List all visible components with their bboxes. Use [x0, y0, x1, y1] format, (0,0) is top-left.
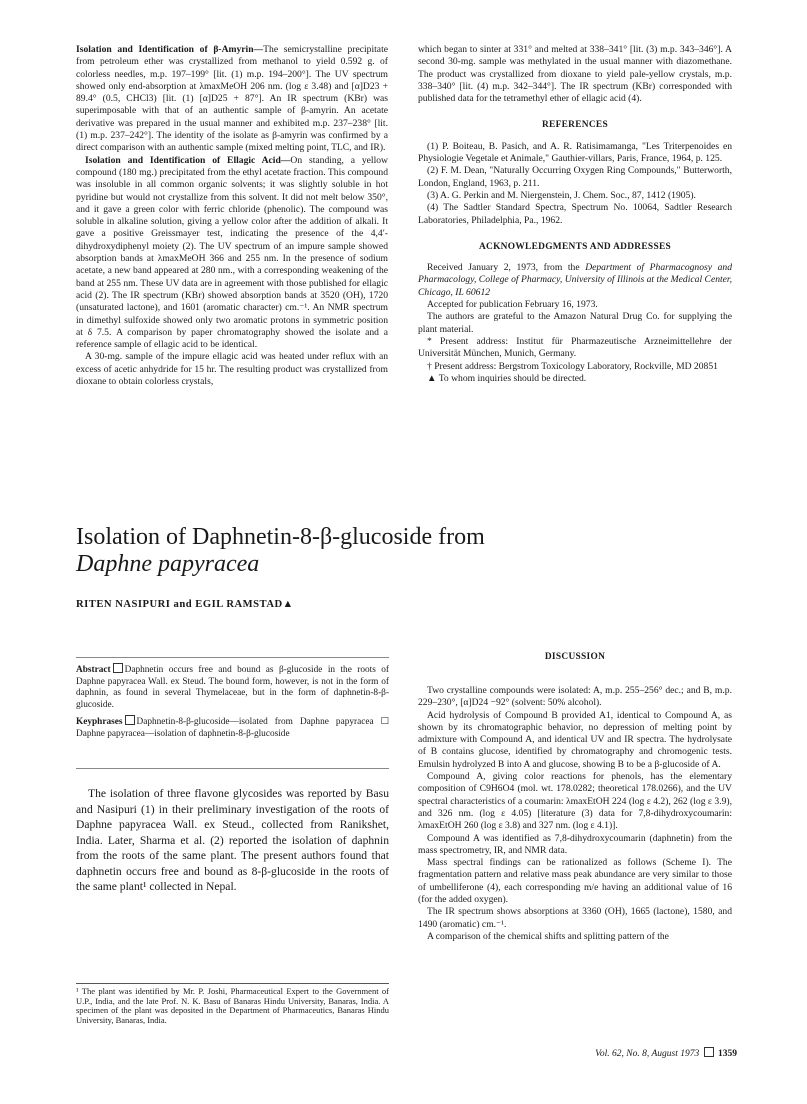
discussion-paragraph: Acid hydrolysis of Compound B provided A1, identical to Compound A, as shown by its chromatographic behavior, no depression of melting point by admixture with Compound A, and identical UV and IR spectra. The hydrolysate of B contains glucose, identified by chromatography and chromogenic tests. Emulsin hydrolyzed B into A and glucose, showing B to be a β-glucoside of A. [418, 709, 732, 770]
reference-item: (4) The Sadtler Standard Spectra, Spectrum No. 10064, Sadtler Research Laboratories, Philadelphia, Pa., 1962. [418, 202, 732, 226]
author-line: RITEN NASIPURI and EGIL RAMSTAD▲ [76, 599, 294, 610]
references-heading: REFERENCES [541, 120, 609, 131]
intro-paragraph: The isolation of three flavone glycosides was reported by Basu and Nasipuri (1) in their preliminary investigation of the roots of Daphne papyracea Wall. ex Steud., collected from Ranikshet, India. Later, Sharma et al. (2) reported the isolation of daphnin from the roots of the same plant. The present authors found that daphnetin occurs free and bound as 8-β-glucoside in the roots of the same plant¹ collected in Nepal. [76, 787, 389, 893]
beta-amyrin-body: The semicrystalline precipitate from petroleum ether was crystallized from methanol to yield 0.592 g. of colorless needles, m.p. 197–199° [lit. (1) m.p. 194–200°]. The UV spectrum showed only end-absorption at λmaxMeOH 206 nm. (log ε 3.48) and [α]D23 + 89.4° (0.5, CHCl3) [lit. (1) [α]D25 + 87°]. An IR spectrum (KBr) was superimposable with that of an authentic sample of β-amyrin. An acetate derivative was prepared in the usual manner and exhibited m.p. 237–238° [lit. (1) m.p. 237–242°]. The identity of the isolate as β-amyrin was confirmed by a direct comparison with an authentic sample (mixed melting point, TLC, and IR). [76, 44, 388, 154]
inquiries-line: ▲ To whom inquiries should be directed. [427, 372, 587, 384]
page-number: 1359 [718, 1049, 737, 1059]
beta-amyrin-paragraph [76, 44, 388, 155]
box-glyph-icon [113, 663, 123, 673]
beta-amyrin-heading: Isolation and Identification of β-Amyrin— [76, 44, 264, 55]
continuation-paragraph: which began to sinter at 331° and melted at 338–341° [lit. (3) m.p. 343–346°]. A second 30-mg. sample was methylated in the usual manner with diazomethane. The product was crystallized from dioxane to yield pale-yellow crystals, m.p. 338–340° [lit. (4) m.p. 342–344°]. The IR spectrum (KBr) corresponded with published data for the tetramethyl ether of ellagic acid (4). [418, 44, 732, 105]
received-text: Received January 2, 1973, from the [427, 262, 586, 274]
journal-citation: Vol. 62, No. 8, August 1973 [595, 1049, 700, 1059]
discussion-paragraph: Compound A, giving color reactions for phenols, has the elementary composition of C9H6O4 (mol. wt. 178.0282; theoretical 178.0266), and the UV spectral characteristics of a coumarin: λmaxEtOH 224 (log ε 4.2), 262 (log ε 3.9), and 326 nm. (log ε 4.05) [literature (3) data for 7,8-dihydroxycoumarin: λmaxEtOH 260 (log ε 3.8) and 327 nm. (log ε 4.1)]. [418, 771, 732, 832]
discussion-paragraph: Two crystalline compounds were isolated: A, m.p. 255–256° dec.; and B, m.p. 229–230°, [α]D24 −92° (solvent: 50% alcohol). [418, 685, 732, 709]
left-column-top [76, 44, 388, 388]
discussion-column [418, 685, 732, 943]
box-glyph-icon [125, 715, 135, 725]
present-address-2: † Present address: Bergstrom Toxicology Laboratory, Rockville, MD 20851 [427, 360, 718, 372]
keyphrases-label: Keyphrases [76, 717, 123, 728]
discussion-paragraph: The IR spectrum shows absorptions at 3360 (OH), 1665 (lactone), 1580, and 1490 (aromatic) cm.⁻¹. [418, 906, 732, 930]
institution-text: Department of Pharmacognosy and Pharmacology, College of Pharmacy, University of Illinois at the Medical Center, Chicago, IL 60612 [418, 262, 732, 298]
title-line-2: Daphne papyracea [76, 551, 260, 577]
right-column-top [418, 44, 732, 385]
keyphrases-paragraph [76, 715, 389, 740]
box-glyph-icon [704, 1047, 714, 1057]
discussion-paragraph: Compound A was identified as 7,8-dihydroxycoumarin (daphnetin) from the mass spectrometry, IR, and NMR data. [418, 832, 732, 856]
abstract-text: Daphnetin occurs free and bound as β-glucoside in the roots of Daphne papyracea Wall. ex Steud. The bound form, however, is not in the form of daphnin, as found in several Thymelaceae, but in the form of daphnetin-8-β-glucoside. [76, 665, 389, 710]
keyphrases-text: Daphnetin-8-β-glucoside—isolated from Daphne papyracea ☐ Daphne papyracea—isolation of daphnetin-8-β-glucoside [76, 717, 389, 739]
received-line [418, 262, 732, 299]
footnote: ¹ The plant was identified by Mr. P. Joshi, Pharmaceutical Expert to the Government of U.P., India, and the late Prof. N. K. Basu of Banaras Hindu University, Banaras, India. A specimen of the plant was deposited in the Department of Pharmaceutics, Banaras Hindu University, Banaras, India. [76, 983, 389, 1025]
present-address-1: * Present address: Institut für Pharmazeutische Arzneimittellehre der Universität München, Munich, Germany. [418, 335, 732, 360]
abstract-paragraph [76, 663, 389, 711]
ellagic-acid-paragraph [76, 155, 388, 352]
discussion-paragraph: A comparison of the chemical shifts and splitting pattern of the [427, 930, 669, 942]
abstract-label: Abstract [76, 665, 111, 675]
acetylation-paragraph: A 30-mg. sample of the impure ellagic acid was heated under reflux with an excess of acetic anhydride for 15 hr. The resulting product was crystallized from dioxane to obtain colorless crystals, [76, 351, 388, 388]
reference-item: (2) F. M. Dean, "Naturally Occurring Oxygen Ring Compounds," Butterworth, London, England, 1963, p. 211. [418, 165, 732, 189]
acknowledgments-heading: ACKNOWLEDGMENTS AND ADDRESSES [478, 241, 672, 252]
journal-footer [540, 1047, 737, 1059]
introduction [76, 786, 389, 895]
article-title [76, 524, 576, 578]
reference-item: (1) P. Boiteau, B. Pasich, and A. R. Ratisimamanga, "Les Triterpenoides en Physiologie Vegetale et Animale," Gauthier-villars, Paris, France, 1964, p. 125. [418, 140, 732, 165]
thanks-line: The authors are grateful to the Amazon Natural Drug Co. for supplying the plant material. [418, 311, 732, 335]
discussion-paragraph: Mass spectral findings can be rationalized as follows (Scheme I). The fragmentation pattern and relative mass peak abundance are very similar to those of umbelliferone (4), each corresponding m/e having an additional value of 16 (for the added oxygen). [418, 857, 732, 906]
ellagic-acid-heading: Isolation and Identification of Ellagic Acid— [85, 154, 291, 166]
ellagic-acid-body: On standing, a yellow compound (180 mg.) precipitated from the ethyl acetate fraction. This compound was insoluble in all common organic solvents; it was slightly soluble in hot pyridine but would not crystallize from this solvent. It did not melt below 350°, and it gave a green color with ferric chloride (phenolic). The compound was soluble in alkaline solution, giving a yellow color after the addition of alkali. It gave a positive Greissmayer test, indicating the presence of the 4,4′-dihydroxydiphenyl moiety (2). The UV spectrum of an impure sample showed absorption bands at λmaxMeOH 366 and 255 nm. In the presence of sodium acetate, a new band appeared at 280 nm., with a corresponding weakening of the band at 255 nm. These UV data are in agreement with those published for ellagic acid (2). The IR spectrum (KBr) showed absorption bands at 3520 (OH), 1720 (unsaturated lactone), and 1601 (aromatic character) cm.⁻¹. An NMR spectrum in dimethyl sulfoxide showed only two aromatic protons in symmetric position at δ 7.5. A comparison by paper chromatography showed the isolate and a reference sample of ellagic acid to be identical. [76, 154, 388, 351]
discussion-heading: DISCUSSION [544, 652, 606, 662]
reference-item: (3) A. G. Perkin and M. Niergenstein, J. Chem. Soc., 87, 1412 (1905). [427, 189, 696, 201]
accepted-line: Accepted for publication February 16, 1973. [427, 299, 598, 311]
acknowledgments-block [418, 262, 732, 385]
abstract-box [76, 657, 389, 769]
title-line-1: Isolation of Daphnetin-8-β-glucoside from [76, 524, 485, 550]
